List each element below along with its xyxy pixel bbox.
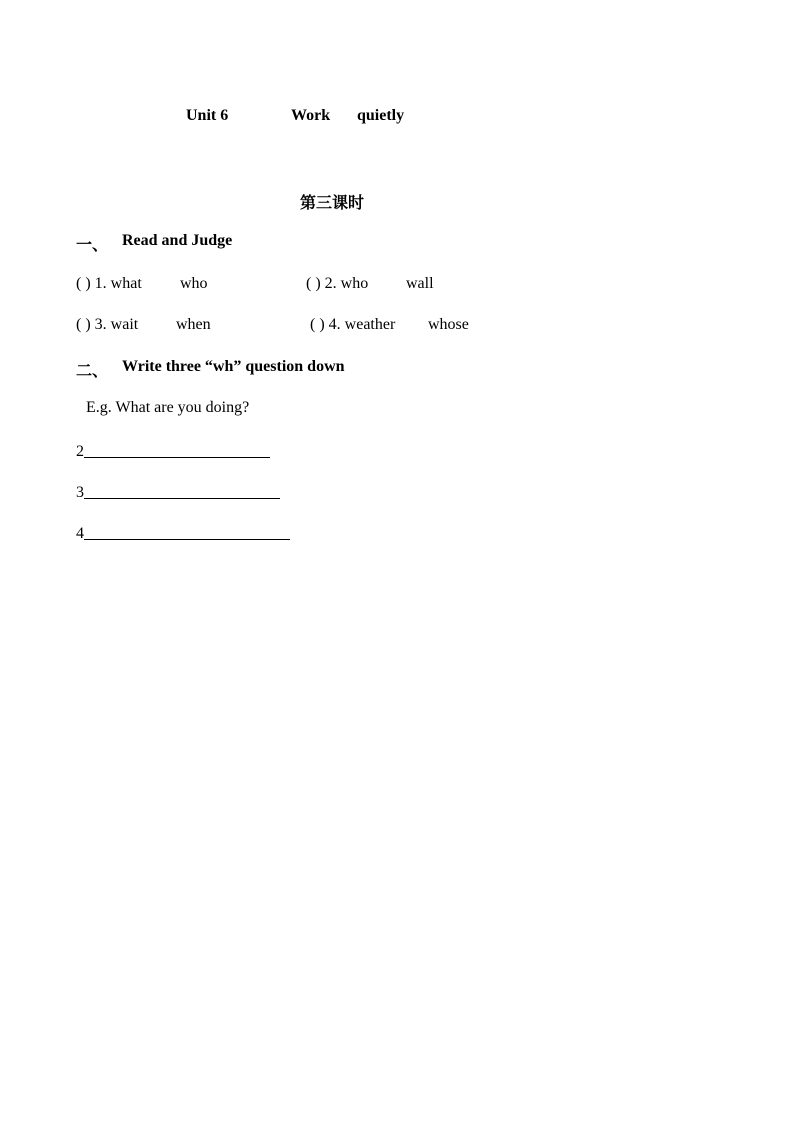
title-word-work: Work — [291, 107, 331, 124]
title-word-quietly: quietly — [357, 107, 405, 124]
answer-blank[interactable] — [84, 441, 270, 458]
answer-line-number: 3 — [76, 484, 84, 501]
question-4-word: whose — [428, 316, 469, 333]
answer-line-number: 4 — [76, 525, 84, 542]
answer-blank[interactable] — [84, 523, 290, 540]
title-unit: Unit 6 — [186, 107, 229, 124]
lesson-heading: 第三课时 — [300, 193, 365, 212]
answer-line-2[interactable] — [76, 441, 270, 461]
question-4-label: ( ) 4. weather — [310, 316, 396, 333]
question-1-label: ( ) 1. what — [76, 275, 142, 292]
question-3-word: when — [176, 316, 211, 333]
section2-title: Write three “wh” question down — [122, 358, 345, 375]
section1-number: 一、 — [76, 235, 109, 254]
example-sentence: E.g. What are you doing? — [86, 399, 250, 416]
question-2-label: ( ) 2. who — [306, 275, 369, 292]
answer-line-4[interactable] — [76, 523, 290, 543]
question-2-word: wall — [406, 275, 434, 292]
section1-title: Read and Judge — [122, 232, 233, 249]
answer-line-3[interactable] — [76, 482, 280, 502]
section2-number: 二、 — [76, 361, 109, 380]
question-3-label: ( ) 3. wait — [76, 316, 139, 333]
question-1-word: who — [180, 275, 208, 292]
answer-line-number: 2 — [76, 443, 84, 460]
answer-blank[interactable] — [84, 482, 280, 499]
